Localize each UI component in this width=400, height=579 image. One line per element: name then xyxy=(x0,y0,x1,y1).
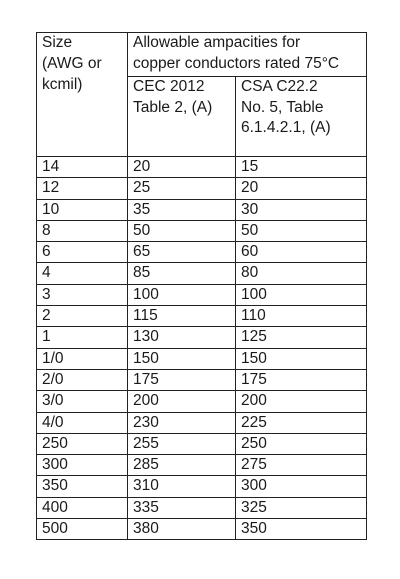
cell-size: 4 xyxy=(37,263,128,284)
cell-csa-ampacity: 350 xyxy=(236,519,367,540)
cell-csa-ampacity: 275 xyxy=(236,455,367,476)
cell-size: 300 xyxy=(37,455,128,476)
table-row xyxy=(37,433,367,454)
header-csa-c22-2: CSA C22.2 No. 5, Table 6.1.4.2.1, (A) xyxy=(236,76,367,156)
table-row xyxy=(37,476,367,497)
table-row xyxy=(37,519,367,540)
table-row xyxy=(37,369,367,390)
cell-size: 2/0 xyxy=(37,369,128,390)
cell-cec-ampacity: 310 xyxy=(128,476,236,497)
cell-csa-ampacity: 20 xyxy=(236,178,367,199)
cell-cec-ampacity: 20 xyxy=(128,157,236,178)
cell-csa-ampacity: 110 xyxy=(236,306,367,327)
cell-size: 3/0 xyxy=(37,391,128,412)
table-row xyxy=(37,284,367,305)
cell-csa-ampacity: 325 xyxy=(236,497,367,518)
cell-csa-ampacity: 80 xyxy=(236,263,367,284)
table-row xyxy=(37,242,367,263)
cell-size: 250 xyxy=(37,433,128,454)
cell-csa-ampacity: 225 xyxy=(236,412,367,433)
cell-cec-ampacity: 115 xyxy=(128,306,236,327)
cell-csa-ampacity: 100 xyxy=(236,284,367,305)
table-row xyxy=(37,455,367,476)
header-ampacity-group: Allowable ampacities for copper conductors rated 75°C xyxy=(128,33,367,77)
cell-size: 400 xyxy=(37,497,128,518)
cell-size: 8 xyxy=(37,220,128,241)
table-row xyxy=(37,412,367,433)
cell-size: 350 xyxy=(37,476,128,497)
table-row xyxy=(37,306,367,327)
header-size: Size (AWG or kcmil) xyxy=(37,33,128,157)
table-row xyxy=(37,263,367,284)
cell-csa-ampacity: 250 xyxy=(236,433,367,454)
cell-size: 12 xyxy=(37,178,128,199)
cell-csa-ampacity: 125 xyxy=(236,327,367,348)
cell-size: 3 xyxy=(37,284,128,305)
cell-size: 1 xyxy=(37,327,128,348)
cell-cec-ampacity: 50 xyxy=(128,220,236,241)
ampacity-table xyxy=(36,32,367,540)
cell-size: 6 xyxy=(37,242,128,263)
cell-csa-ampacity: 15 xyxy=(236,157,367,178)
table-row xyxy=(37,199,367,220)
cell-csa-ampacity: 150 xyxy=(236,348,367,369)
cell-cec-ampacity: 230 xyxy=(128,412,236,433)
cell-cec-ampacity: 25 xyxy=(128,178,236,199)
cell-cec-ampacity: 150 xyxy=(128,348,236,369)
cell-csa-ampacity: 175 xyxy=(236,369,367,390)
cell-cec-ampacity: 130 xyxy=(128,327,236,348)
cell-cec-ampacity: 175 xyxy=(128,369,236,390)
cell-size: 2 xyxy=(37,306,128,327)
cell-size: 500 xyxy=(37,519,128,540)
table-row xyxy=(37,178,367,199)
cell-cec-ampacity: 65 xyxy=(128,242,236,263)
table-row xyxy=(37,497,367,518)
cell-size: 4/0 xyxy=(37,412,128,433)
cell-csa-ampacity: 50 xyxy=(236,220,367,241)
cell-csa-ampacity: 300 xyxy=(236,476,367,497)
cell-cec-ampacity: 335 xyxy=(128,497,236,518)
table-row xyxy=(37,327,367,348)
table-header xyxy=(37,33,367,157)
cell-cec-ampacity: 200 xyxy=(128,391,236,412)
cell-cec-ampacity: 35 xyxy=(128,199,236,220)
table-row xyxy=(37,220,367,241)
table-body xyxy=(37,157,367,540)
table-row xyxy=(37,157,367,178)
header-cec-2012: CEC 2012 Table 2, (A) xyxy=(128,76,236,156)
cell-cec-ampacity: 255 xyxy=(128,433,236,454)
table-row xyxy=(37,391,367,412)
cell-size: 10 xyxy=(37,199,128,220)
cell-csa-ampacity: 30 xyxy=(236,199,367,220)
cell-csa-ampacity: 60 xyxy=(236,242,367,263)
cell-cec-ampacity: 380 xyxy=(128,519,236,540)
cell-cec-ampacity: 85 xyxy=(128,263,236,284)
cell-size: 1/0 xyxy=(37,348,128,369)
cell-size: 14 xyxy=(37,157,128,178)
cell-cec-ampacity: 285 xyxy=(128,455,236,476)
cell-cec-ampacity: 100 xyxy=(128,284,236,305)
cell-csa-ampacity: 200 xyxy=(236,391,367,412)
table-row xyxy=(37,348,367,369)
